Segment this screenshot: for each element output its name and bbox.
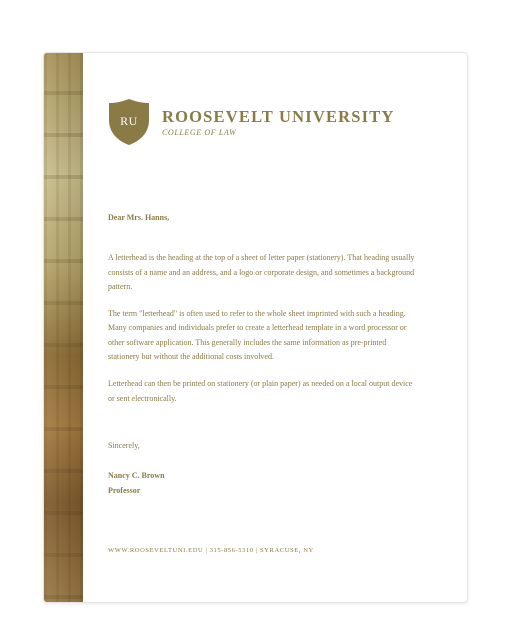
body-paragraph-1: A letterhead is the heading at the top of a sheet of letter paper (stationery). That heading usually consists of a name and an address, and a logo or corporate design, and sometimes a background pattern. bbox=[108, 253, 415, 291]
letterhead-header bbox=[108, 98, 395, 146]
brand-block bbox=[162, 108, 395, 137]
salutation: Dear Mrs. Hanns, bbox=[108, 213, 170, 222]
signer-name: Nancy C. Brown bbox=[108, 471, 165, 481]
closing: Sincerely, bbox=[108, 440, 140, 450]
signer-title: Professor bbox=[108, 485, 141, 495]
body-paragraph-3: Letterhead can then be printed on stationery (or plain paper) as needed on a local output device or sent electronically. bbox=[108, 379, 413, 403]
shield-monogram: RU bbox=[120, 114, 138, 128]
letter-body bbox=[108, 211, 418, 498]
university-name: ROOSEVELT UNIVERSITY bbox=[162, 106, 395, 126]
shield-logo-icon bbox=[108, 98, 150, 146]
college-name: COLLEGE OF LAW bbox=[162, 127, 237, 137]
decorative-building-strip bbox=[44, 53, 83, 602]
body-paragraph-2: The term "letterhead" is often used to refer to the whole sheet imprinted with such a heading. Many companies and individuals prefer to create a letterhead template in a word processor or other software application. This generally includes the same information as pre-printed stationery but without the additional costs involved. bbox=[108, 309, 407, 362]
footer-contact: WWW.ROOSEVELTUNI.EDU | 315-856-5310 | SYRACUSE, NY bbox=[108, 547, 314, 554]
letter-sheet bbox=[43, 52, 468, 603]
